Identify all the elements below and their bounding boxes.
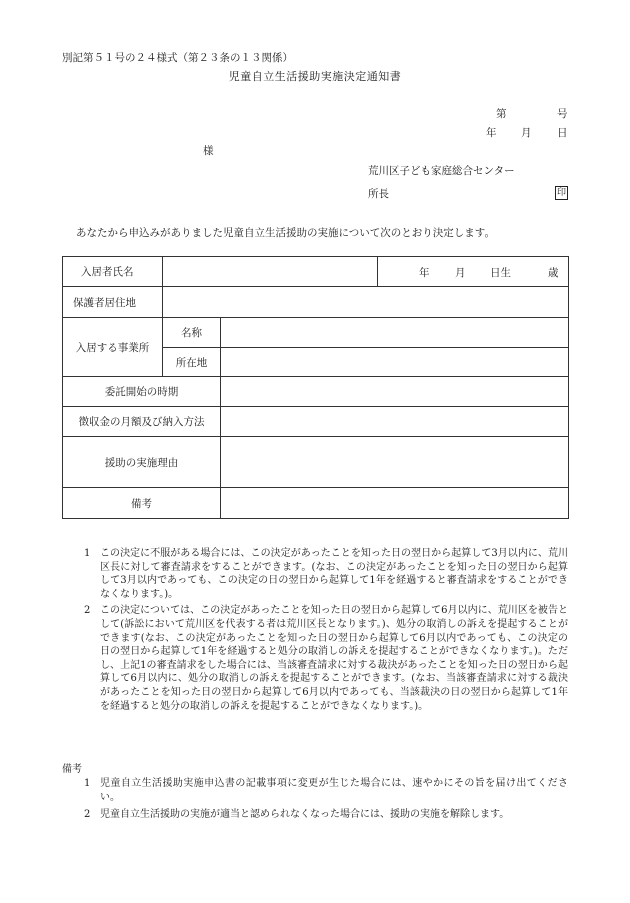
- field-fee-method: [221, 407, 569, 437]
- number-suffix: 号: [557, 108, 568, 120]
- appeal-note-number: 2: [84, 605, 91, 617]
- number-prefix: 第: [496, 108, 507, 120]
- appeal-note-number: 1: [84, 548, 91, 559]
- row-resident-name: [63, 257, 569, 287]
- label-start-period: 委託開始の時期: [63, 377, 221, 407]
- bikou-notes: [84, 777, 568, 822]
- field-facility-location: [221, 348, 569, 377]
- appeal-notes: [84, 547, 568, 713]
- row-guardian-address: [63, 287, 569, 318]
- label-resident-name: 入居者氏名: [63, 257, 163, 287]
- decision-form-table: [62, 256, 569, 519]
- row-remarks: [63, 488, 569, 519]
- label-facility-location: 所在地: [163, 348, 221, 377]
- bikou-item-text: 児童自立生活援助実施申込書の記載事項に変更が生じた場合には、速やかにその旨を届け出てください。: [100, 778, 568, 803]
- form-number: 別記第５１号の２４様式（第２３条の１３関係）: [62, 52, 293, 64]
- date-day-label: 日: [557, 127, 568, 139]
- issuer-name: 荒川区子ども家庭総合センター: [368, 165, 515, 177]
- bikou-item-text: 児童自立生活援助の実施が適当と認められなくなった場合には、援助の実施を解除します。: [100, 809, 510, 821]
- field-reason: [221, 437, 569, 488]
- label-remarks: 備考: [63, 488, 221, 519]
- age-label: 歳: [548, 267, 559, 279]
- appeal-note-1: [84, 547, 568, 601]
- issuer-title: 所長: [368, 188, 389, 200]
- label-fee-method: 徴収金の月額及び納入方法: [63, 407, 221, 437]
- appeal-note-2: [84, 604, 568, 713]
- field-facility-name: [221, 318, 569, 348]
- field-birthdate-age: [378, 257, 569, 287]
- birth-year-label: 年: [419, 267, 430, 279]
- row-start-period: [63, 377, 569, 407]
- label-facility: 入居する事業所: [63, 318, 163, 377]
- bikou-item-number: 2: [84, 809, 91, 821]
- seal-mark: 印: [556, 188, 566, 198]
- appeal-note-text: この決定については、この決定があったことを知った日の翌日から起算して6月以内に、荒川区を被告として(訴訟において荒川区を代表する者は荒川区長となります。)、処分の取消しの訴えを提起することができます(なお、この決定があったことを知った日の翌日から起算して6月以内であっても、この決定の日の翌日から起算して1年を経過すると処分の取消しの訴えを提起することができなくなります。)。ただし、上記1の審査請求をした場合には、当該審査請求に対する裁決があったことを知った日の翌日から起算して6月以内に、処分の取消しの訴えを提起することができます。(なお、当該審査請求に対する裁決があったことを知った日の翌日から起算して6月以内であっても、当該裁決の日の翌日から起算して1年を経過すると処分の取消しの訴えを提起することができなくなります。)。: [100, 605, 568, 712]
- label-facility-name: 名称: [163, 318, 221, 348]
- row-reason: [63, 437, 569, 488]
- field-start-period: [221, 377, 569, 407]
- birth-day-label: 日生: [490, 267, 511, 279]
- bikou-item-2: [84, 808, 568, 822]
- field-remarks: [221, 488, 569, 519]
- bikou-item-number: 1: [84, 778, 91, 789]
- appeal-note-text: この決定に不服がある場合には、この決定があったことを知った日の翌日から起算して3月以内に、荒川区長に対して審査請求をすることができます。(なお、この決定があったことを知った日の翌日から起算して3月以内であっても、この決定の日の翌日から起算して1年を経過すると審査請求をすることができなくなります。)。: [100, 548, 568, 600]
- field-resident-name: [163, 257, 378, 287]
- date-month-label: 月: [521, 127, 532, 139]
- intro-text: あなたから申込みがありました児童自立生活援助の実施について次のとおり決定します。: [76, 227, 495, 239]
- field-guardian-address: [163, 287, 569, 318]
- label-reason: 援助の実施理由: [63, 437, 221, 488]
- date-year-label: 年: [486, 127, 497, 139]
- label-guardian-address: 保護者居住地: [63, 287, 163, 318]
- recipient-honorific: 様: [203, 145, 214, 157]
- row-facility-name: [63, 318, 569, 348]
- bikou-item-1: [84, 777, 568, 804]
- birth-month-label: 月: [455, 267, 466, 279]
- document-title: 児童自立生活援助実施決定通知書: [228, 70, 402, 83]
- bikou-heading: 備考: [62, 764, 82, 775]
- row-fee-method: [63, 407, 569, 437]
